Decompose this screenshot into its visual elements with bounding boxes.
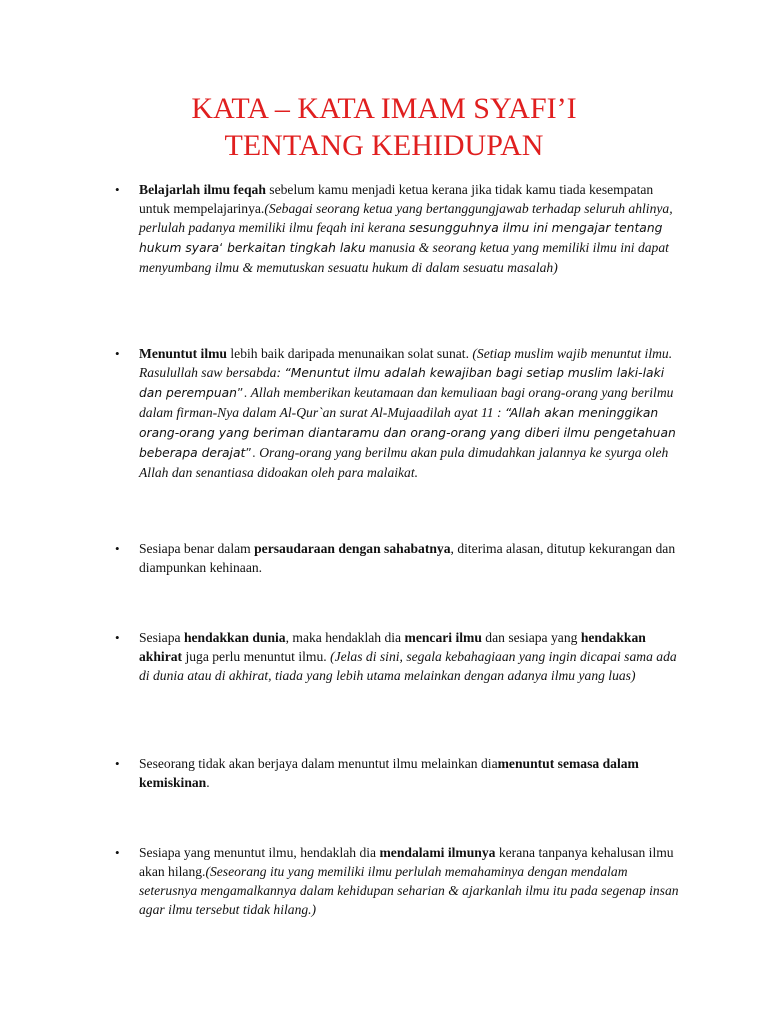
bold-phrase: mendalami ilmunya (379, 845, 496, 860)
text-run: . (206, 775, 210, 790)
list-item (115, 539, 679, 577)
text-run: Sesiapa yang menuntut ilmu, hendaklah dia (139, 845, 380, 860)
italic-quote: “Menuntut ilmu adalah kewajiban bagi setiap muslim laki-laki dan perempuan (139, 366, 665, 400)
period-mark: . (243, 385, 248, 400)
bullet-icon: • (115, 182, 120, 197)
italic-note: manusia & seorang ketua yang memiliki ilmu ini dapat menyumbang ilmu & memutuskan sesuatu hukum di dalam sesuatu masalah) (139, 240, 669, 275)
italic-quote: “Allah akan meninggikan orang-orang yang beriman diantaramu dan orang-orang yang diberi ilmu pengetahuan beberapa derajat (139, 406, 676, 460)
list-item (115, 843, 679, 919)
text-run: juga perlu menuntut ilmu. (182, 649, 331, 664)
text-run: Seseorang tidak akan berjaya dalam menuntut ilmu melainkan dia (139, 756, 498, 771)
bullet-icon: • (115, 630, 120, 645)
bullet-icon: • (115, 346, 120, 361)
title-line-1: KATA – KATA IMAM SYAFI’I (191, 92, 577, 125)
text-run: sebelum kamu menjadi ketua kerana jika tidak kamu tiada kesempatan untuk mempelajarinya. (139, 182, 654, 216)
italic-note: (Jelas di sini, segala kebahagiaan yang ingin dicapai sama ada di dunia atau di akhirat, tiada yang lebih utama melainkan dengan adanya ilmu yang luas) (139, 649, 677, 683)
italic-note: (Seseorang itu yang memiliki ilmu perlulah memahaminya dengan mendalam seterusnya mengamalkannya dalam kehidupan seharian & ajarkanlah ilmu itu pada segenap insan agar ilmu tersebut tidak hilang.) (139, 864, 679, 917)
bullet-icon: • (115, 756, 120, 771)
italic-note: Orang-orang yang berilmu akan pula dimudahkan jalannya ke syurga oleh Allah dan senantiasa didoakan oleh para malaikat. (139, 445, 669, 480)
text-run: kerana tanpanya kehalusan ilmu akan hilang. (139, 845, 674, 879)
italic-note: Allah memberikan keutamaan dan kemuliaan bagi orang-orang yang berilmu dalam firman-Nya dalam Al-Qur`an surat Al-Mujaadilah ayat 11 : (139, 385, 674, 420)
quote-mark: ‘ (219, 240, 224, 255)
bold-phrase: hendakkan akhirat (139, 630, 646, 664)
italic-note: (Sebagai seorang ketua yang bertanggungjawab terhadap seluruh ahlinya, perlulah padanya memiliki ilmu feqah ini kerana (139, 201, 673, 235)
quote-mark: ” (245, 445, 252, 460)
text-run: , diterima alasan, ditutup kekurangan dan diampunkan kehinaan. (139, 541, 676, 575)
title-line-2: TENTANG KEHIDUPAN (224, 129, 544, 162)
document-title (0, 90, 768, 164)
list-item (115, 180, 679, 277)
bullet-icon: • (115, 541, 120, 556)
text-run: Sesiapa benar dalam (139, 541, 255, 556)
bold-phrase: Menuntut ilmu (139, 346, 227, 361)
period-mark: . (251, 445, 256, 460)
bold-phrase: mencari ilmu (404, 630, 482, 645)
text-run: , maka hendaklah dia (285, 630, 405, 645)
list-item (115, 344, 679, 482)
bold-phrase: Belajarlah ilmu feqah (139, 182, 266, 197)
bold-phrase: menuntut semasa dalam kemiskinan (139, 756, 639, 790)
bold-phrase: hendakkan dunia (183, 630, 286, 645)
bold-phrase: persaudaraan dengan sahabatnya (254, 541, 451, 556)
text-run: Sesiapa (139, 630, 184, 645)
bullet-icon: • (115, 845, 120, 860)
italic-note: (Setiap muslim wajib menuntut ilmu. Rasulullah saw bersabda: (139, 346, 673, 380)
quote-mark: ” (236, 385, 244, 400)
list-item (115, 628, 679, 685)
italic-note-sans: berkaitan tingkah laku (223, 241, 366, 255)
italic-note-sans: sesungguhnya ilmu ini mengajar tentang hukum syara (139, 221, 663, 255)
text-run: dan sesiapa yang (481, 630, 581, 645)
text-run: lebih baik daripada menunaikan solat sunat. (227, 346, 473, 361)
list-item (115, 754, 679, 792)
